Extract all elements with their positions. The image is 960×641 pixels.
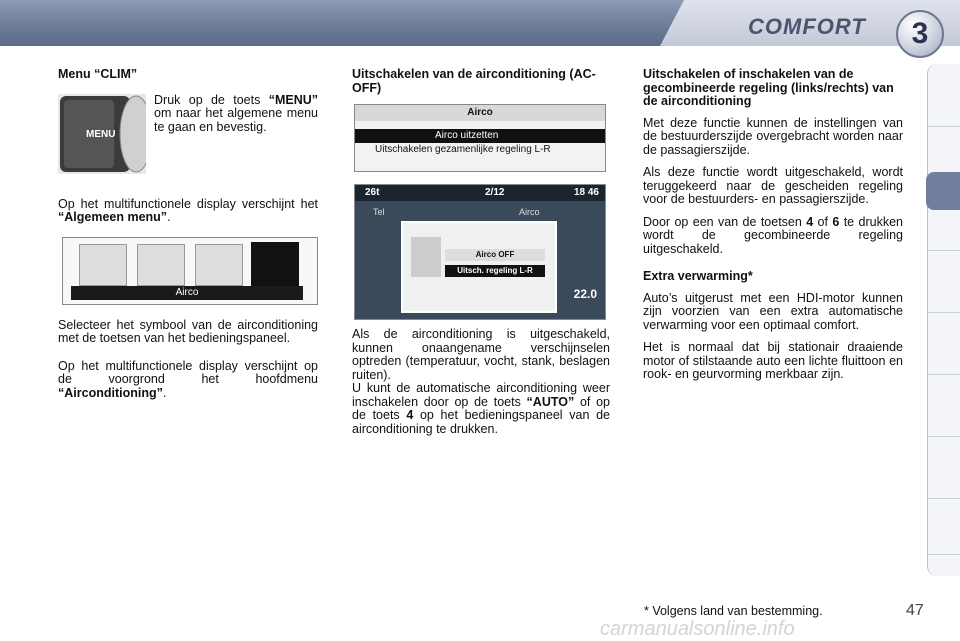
audio-icon (79, 244, 127, 286)
column-2 (352, 68, 610, 103)
watermark: carmanualsonline.info (600, 618, 795, 640)
airco-menu-title: Airco (355, 105, 605, 121)
paragraph-hdi: Auto’s uitgerust met een HDI-motor kunnen zijn voorzien van een extra automatische verwarming voor een optimaal comfort. (643, 290, 903, 332)
trip-computer-icon (137, 244, 185, 286)
airco-menu-screen (354, 104, 606, 172)
combined-control-heading: Uitschakelen of inschakelen van de gecombineerde regeling (links/rechts) van de airconditioning (643, 67, 894, 108)
display-screen (354, 184, 606, 320)
paragraph-buttons: Door op een van de toetsen 4 of 6 te drukken wordt de gecombineerde regeling uitgeschakeld. (643, 214, 903, 256)
ac-off-heading: Uitschakelen van de airconditioning (AC-OFF) (352, 67, 596, 95)
airco-icon (251, 242, 299, 286)
paragraph-ac-disabled: Als de airconditioning is uitgeschakeld, kunnen onaangename verschijnselen optreden (temperatuur, vocht, stank, beslagen ruiten). (352, 327, 610, 382)
paragraph-select-symbol: Selecteer het symbool van de airconditioning met de toetsen van het bedieningspaneel. (58, 317, 318, 345)
chapter-title: COMFORT (748, 14, 866, 39)
page-number: 47 (906, 602, 924, 619)
menu-label-bar: Airco (71, 286, 303, 300)
chapter-number: 3 (896, 10, 944, 58)
side-index-tabs (927, 64, 960, 576)
outside-temp: 26t (365, 187, 380, 198)
inside-temp: 22.0 (573, 287, 597, 301)
column-2-text (352, 328, 610, 445)
airco-off-item: Airco uitzetten (355, 129, 605, 143)
paragraph-normal: Het is normaal dat bij stationair draaiende motor of stilstaande auto een lichte fluittoon en rook- en geurvorming merkbaar zijn. (643, 340, 903, 381)
display-date: 2/12 (485, 187, 505, 198)
paragraph-press-menu: Druk op de toets “MENU” om naar het algemene menu te gaan en bevestig. (154, 92, 318, 134)
paragraph-general-menu: Op het multifunctionele display verschijnt het “Algemeen menu”. (58, 196, 318, 224)
paragraph-function: Met deze functie kunnen de instellingen van de bestuurderszijde overgebracht worden naar de passagierszijde. (643, 115, 903, 157)
general-menu-screen (62, 237, 318, 305)
display-tabs (355, 207, 605, 219)
fan-icon (411, 237, 441, 277)
tab-tel: Tel (373, 207, 385, 217)
column-1 (58, 68, 318, 409)
combined-off-option: Uitsch. regeling L-R (445, 265, 545, 277)
settings-icon (195, 244, 243, 286)
tab-airco: Airco (519, 207, 540, 217)
menu-clim-heading: Menu “CLIM” (58, 67, 138, 81)
footnote: * Volgens land van bestemming. (644, 604, 823, 618)
paragraph-switched-off: Als deze functie wordt uitgeschakeld, wordt teruggekeerd naar de gescheiden regeling voor de bestuurders- en passagierszijde. (643, 165, 903, 206)
side-tab-active (926, 172, 960, 210)
menu-button-label: MENU (86, 128, 116, 140)
display-time: 18 46 (573, 187, 599, 198)
extra-heating-heading: Extra verwarming* (643, 269, 753, 283)
paragraph-main-menu: Op het multifunctionele display verschijnt op de voorgrond het hoofdmenu “Airconditioning”. (58, 358, 318, 400)
paragraph-reenable: U kunt de automatische airconditioning weer inschakelen door op de toets “AUTO” of op de toets 4 op het bedieningspaneel van de airconditioning te drukken. (352, 381, 610, 436)
ac-popup (401, 221, 557, 313)
combined-control-item: Uitschakelen gezamenlijke regeling L-R (375, 144, 551, 155)
airco-off-option: Airco OFF (445, 249, 545, 261)
column-3 (643, 68, 903, 391)
display-status-bar (355, 185, 605, 201)
